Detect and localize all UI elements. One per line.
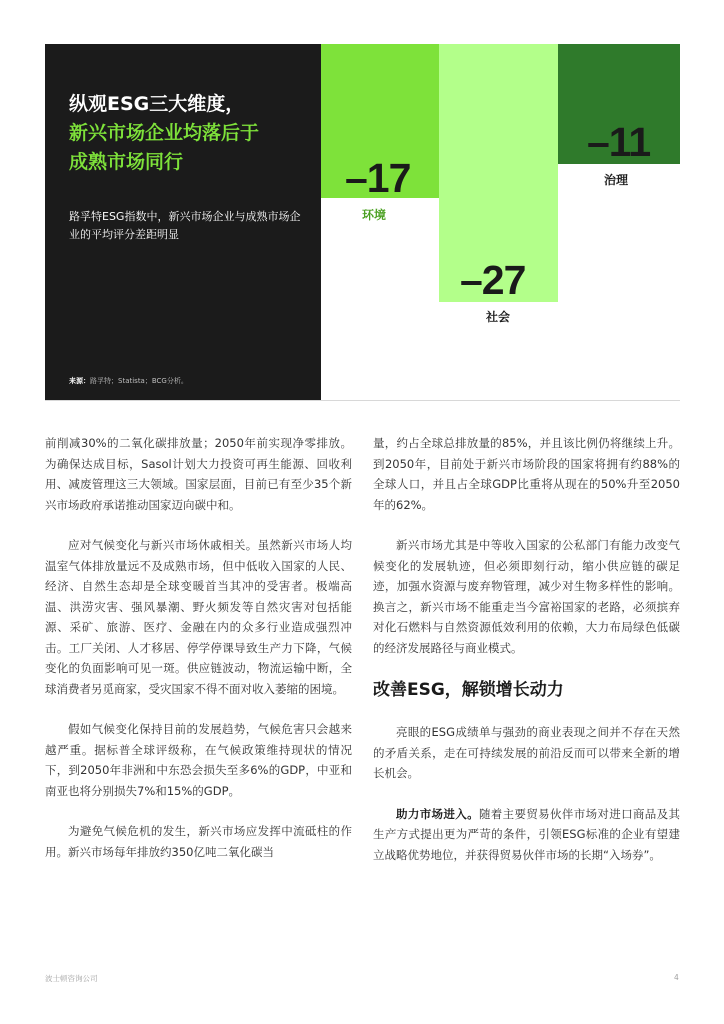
left-column <box>45 433 352 882</box>
body-paragraph: 量，约占全球总排放量的85%，并且该比例仍将继续上升。到2050年，目前处于新兴市场阶段的国家将拥有约88%的全球人口，并且占全球GDP比重将从现在的50%升至2050年的62%。 <box>373 436 680 512</box>
body-paragraph <box>373 804 680 866</box>
value-label-environment: –17 <box>345 155 411 201</box>
hero-source <box>69 376 188 386</box>
hero-title-line-1: 纵观ESG三大维度， <box>69 93 245 115</box>
paragraph-text: 随着主要贸易伙伴市场对进口商品及其生产方式提出更为严苛的条件，引领ESG标准的企业有望建立战略优势地位，并获得贸易伙伴市场的长期“入场券”。 <box>373 806 681 862</box>
right-column <box>373 433 680 885</box>
hero-title-line-2: 新兴市场企业均落后于 <box>69 122 260 144</box>
source-label: 来源： <box>69 377 90 385</box>
category-label-governance: 治理 <box>604 173 629 187</box>
value-label-governance: –11 <box>587 119 651 165</box>
hero-panel <box>45 44 321 400</box>
body-paragraph: 亮眼的ESG成绩单与强劲的商业表现之间并不存在天然的矛盾关系，走在可持续发展的前沿反而可以带来全新的增长机会。 <box>373 725 680 780</box>
paragraph-lead: 助力市场进入。 <box>396 806 479 821</box>
hero-subtitle: 路孚特ESG指数中，新兴市场企业与成熟市场企业的平均评分差距明显 <box>69 210 301 241</box>
page-number: 4 <box>674 973 679 982</box>
source-text: 路孚特；Statista；BCG分析。 <box>90 377 188 385</box>
value-label-social: –27 <box>460 257 526 303</box>
category-label-environment: 环境 <box>362 208 387 222</box>
body-paragraph: 假如气候变化保持目前的发展趋势，气候危害只会越来越严重。据标普全球评级称，在气候政策维持现状的情况下，到2050年非洲和中东恐会损失至多6%的GDP，中亚和南亚也将分别损失7%和15%的GDP。 <box>45 722 352 798</box>
footer-company: 波士顿咨询公司 <box>45 974 98 983</box>
body-paragraph: 前削减30%的二氧化碳排放量；2050年前实现净零排放。为确保达成目标，Sasol计划大力投资可再生能源、回收利用、减废管理这三大领域。国家层面，目前已有至少35个新兴市场政府承诺推动国家迈向碳中和。 <box>45 436 352 512</box>
section-divider <box>45 400 680 401</box>
body-paragraph: 为避免气候危机的发生，新兴市场应发挥中流砥柱的作用。新兴市场每年排放约350亿吨二氧化碳当 <box>45 824 352 859</box>
body-paragraph: 应对气候变化与新兴市场休戚相关。虽然新兴市场人均温室气体排放量远不及成熟市场，但中低收入国家的人民、经济、自然生态却是全球变暖首当其冲的受害者。极端高温、洪涝灾害、强风暴潮、野火频发等自然灾害对包括能源、采矿、旅游、医疗、金融在内的众多行业造成强烈冲击。工厂关闭、人才移居、停学停课导致生产力下降，气候变化的负面影响可见一斑。供应链波动，物流运输中断，全球消费者另觅商家，受灾国家不得不面对收入萎缩的困境。 <box>45 538 352 696</box>
category-label-social: 社会 <box>486 310 511 324</box>
hero-title <box>69 90 309 177</box>
hero-title-line-3: 成熟市场同行 <box>69 151 184 173</box>
body-paragraph: 新兴市场尤其是中等收入国家的公私部门有能力改变气候变化的发展轨迹，但必须即刻行动，缩小供应链的碳足迹，加强水资源与废弃物管理，减少对生物多样性的影响。换言之，新兴市场不能重走当今富裕国家的老路，必须摈弃对化石燃料与自然资源低效利用的依赖，大力布局绿色低碳的经济发展路径与商业模式。 <box>373 538 680 655</box>
section-heading: 改善ESG，解锁增长动力 <box>373 680 564 700</box>
